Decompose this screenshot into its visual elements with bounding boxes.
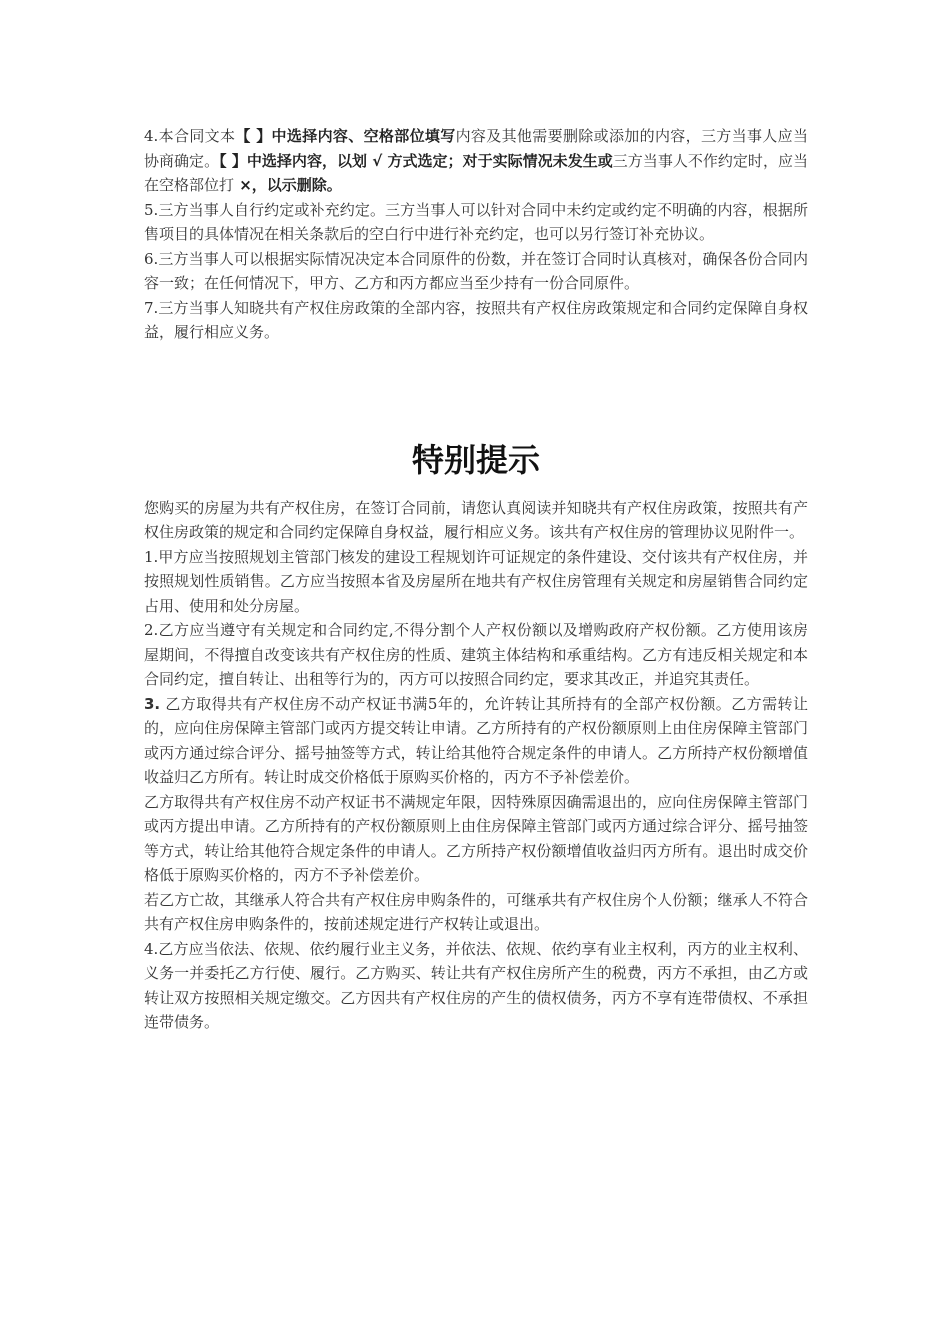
- note-item-6: 6.三方当事人可以根据实际情况决定本合同原件的份数，并在签订合同时认真核对，确保各份合同内容一致；在任何情况下，甲方、乙方和丙方都应当至少持有一份合同原件。: [144, 249, 808, 292]
- special-notice-title: 特别提示: [411, 440, 540, 479]
- note-item-4-part-c: 内容及其他需要删除或添加的内容，三方当事人应当协商确定。: [144, 127, 808, 170]
- special-item-3-text: 乙方取得共有产权住房不动产权证书满5年的，允许转让其所持有的全部产权份额。乙方需转让的，应向住房保障主管部门或丙方提交转让申请。乙方所持有的产权份额原则上由住房保障主管部门或丙方通过综合评分、摇号抽签等方式，转让给其他符合规定条件的申请人。乙方所持产权份额增值收益归乙方所有。转让时成交价格低于原购买价格的，丙方不予补偿差价。: [144, 694, 808, 786]
- note-item-4-part-d: 【 】中选择内容，以划 √ 方式选定；对于实际情况未发生或: [219, 151, 613, 170]
- special-item-1: 1.甲方应当按照规划主管部门核发的建设工程规划许可证规定的条件建设、交付该共有产权住房，并按照规划性质销售。乙方应当按照本省及房屋所在地共有产权住房管理有关规定和房屋销售合同约定占用、使用和处分房屋。: [144, 547, 808, 615]
- special-item-3-number: 3.: [144, 694, 161, 713]
- special-item-3-inherit: 若乙方亡故，其继承人符合共有产权住房申购条件的，可继承共有产权住房个人份额；继承人不符合共有产权住房申购条件的，按前述规定进行产权转让或退出。: [144, 890, 808, 933]
- note-item-4: [144, 124, 808, 198]
- special-item-2: 2.乙方应当遵守有关规定和合同约定,不得分割个人产权份额以及增购政府产权份额。乙方使用该房屋期间，不得擅自改变该共有产权住房的性质、建筑主体结构和承重结构。乙方有违反相关规定和本合同约定，擅自转让、出租等行为的，丙方可以按照合同约定，要求其改正，并追究其责任。: [144, 621, 808, 688]
- document-page: [144, 124, 808, 1035]
- special-item-4: 4.乙方应当依法、依规、依约履行业主义务，并依法、依规、依约享有业主权利，丙方的业主权利、义务一并委托乙方行使、履行。乙方购买、转让共有产权住房所产生的税费，丙方不承担，由乙方或转让双方按照相关规定缴交。乙方因共有产权住房的产生的债权债务，丙方不享有连带债权、不承担连带债务。: [144, 939, 808, 1031]
- special-intro: 您购买的房屋为共有产权住房，在签订合同前，请您认真阅读并知晓共有产权住房政策，按照共有产权住房政策的规定和合同约定保障自身权益，履行相应义务。该共有产权住房的管理协议见附件一。: [144, 498, 808, 541]
- note-item-4-part-f: ×，以示删除。: [234, 176, 342, 194]
- note-item-4-part-e: 三方当事人不作约定时，应当在空格部位打: [144, 151, 808, 194]
- note-item-4-part-b: 【 】中选择内容、空格部位填写: [235, 127, 456, 145]
- note-item-5: 5.三方当事人自行约定或补充约定。三方当事人可以针对合同中未约定或约定不明确的内容，根据所售项目的具体情况在相关条款后的空白行中进行补充约定，也可以另行签订补充协议。: [144, 200, 808, 243]
- note-item-7: 7.三方当事人知晓共有产权住房政策的全部内容，按照共有产权住房政策规定和合同约定保障自身权益，履行相应义务。: [144, 298, 808, 341]
- section-gap: [144, 345, 808, 440]
- special-item-3-exit: 乙方取得共有产权住房不动产权证书不满规定年限，因特殊原因确需退出的，应向住房保障主管部门或丙方提出申请。乙方所持有的产权份额原则上由住房保障主管部门或丙方通过综合评分、摇号抽签等方式，转让给其他符合规定条件的申请人。乙方所持产权份额增值收益归丙方所有。退出时成交价格低于原购买价格的，丙方不予补偿差价。: [144, 792, 808, 884]
- note-item-4-part-a: 4.本合同文本: [144, 127, 236, 145]
- special-item-3: [144, 692, 808, 790]
